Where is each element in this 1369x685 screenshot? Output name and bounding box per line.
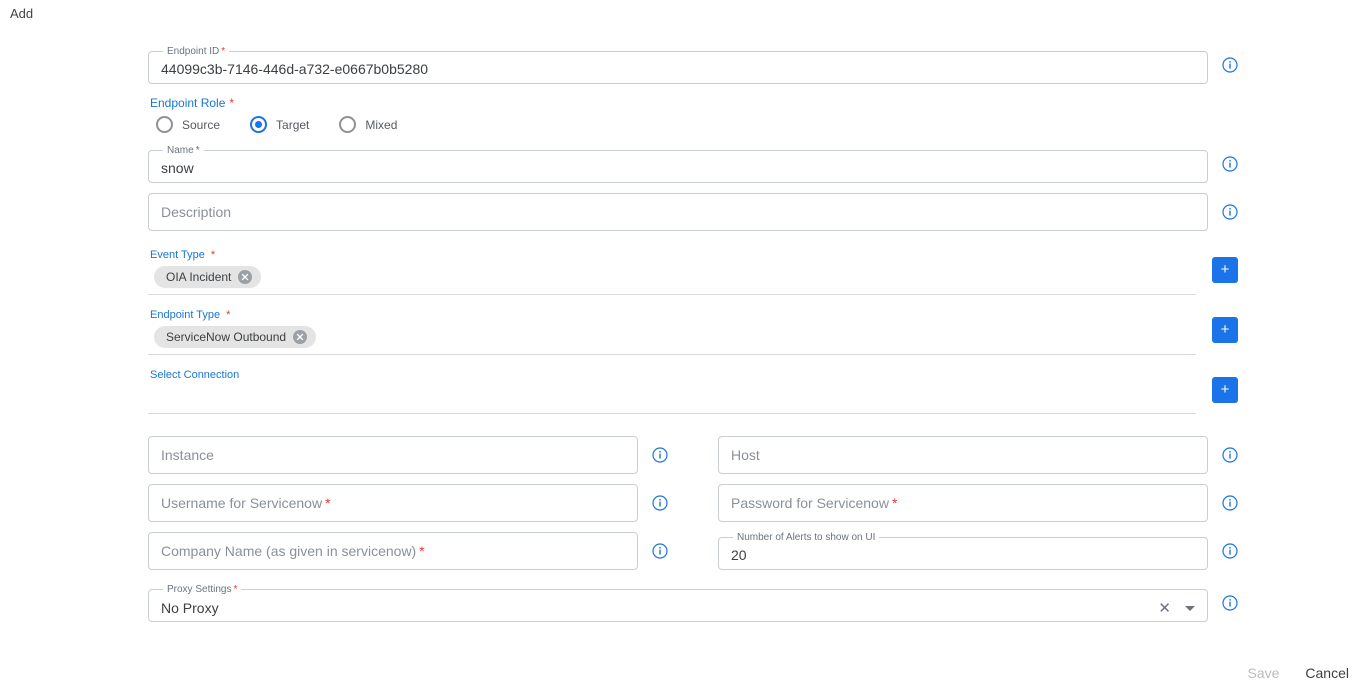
field-host: [718, 436, 1238, 474]
description-input[interactable]: Description: [148, 193, 1208, 231]
name-legend: Name *: [167, 145, 200, 156]
radio-target[interactable]: Target: [250, 116, 309, 133]
field-name: [148, 145, 1238, 183]
info-icon[interactable]: [1222, 156, 1238, 172]
select-connection-area[interactable]: [148, 384, 1196, 414]
chip-label: OIA Incident: [166, 270, 232, 284]
name-fieldset[interactable]: [148, 145, 1208, 183]
info-icon[interactable]: [1222, 204, 1238, 220]
proxy-settings-legend: Proxy Settings *: [167, 584, 238, 595]
info-icon[interactable]: [652, 495, 668, 511]
info-icon[interactable]: [1222, 447, 1238, 463]
connection-details-grid: [148, 436, 1238, 580]
chip-label: ServiceNow Outbound: [166, 330, 287, 344]
add-event-type-button[interactable]: +: [1212, 257, 1238, 283]
info-icon[interactable]: [1222, 543, 1238, 559]
field-select-connection: [148, 361, 1238, 414]
page-title: Add: [10, 6, 34, 21]
radio-mixed[interactable]: Mixed: [339, 116, 397, 133]
password-input[interactable]: Password for Servicenow *: [718, 484, 1208, 522]
chip-endpoint-type[interactable]: [154, 326, 316, 348]
chip-remove-icon[interactable]: [293, 330, 307, 344]
endpoint-id-input[interactable]: 44099c3b-7146-446d-a732-e0667b0b5280: [161, 61, 429, 77]
field-description: [148, 193, 1238, 231]
host-input[interactable]: Host: [718, 436, 1208, 474]
form-footer: [1241, 661, 1355, 685]
info-icon[interactable]: [1222, 495, 1238, 511]
info-icon[interactable]: [652, 447, 668, 463]
proxy-settings-fieldset[interactable]: [148, 584, 1208, 622]
radio-circle-icon: [339, 116, 356, 133]
clear-icon[interactable]: ✕: [1158, 600, 1171, 617]
event-type-label: Event Type *: [150, 249, 216, 261]
cancel-button[interactable]: Cancel: [1299, 661, 1355, 685]
field-endpoint-id: [148, 46, 1238, 84]
company-name-input[interactable]: Company Name (as given in servicenow) *: [148, 532, 638, 570]
radio-circle-icon: [156, 116, 173, 133]
alerts-count-fieldset[interactable]: [718, 532, 1208, 570]
proxy-settings-value[interactable]: No Proxy: [161, 600, 219, 616]
chevron-down-icon[interactable]: [1185, 606, 1195, 611]
info-icon[interactable]: [652, 543, 668, 559]
instance-input[interactable]: Instance: [148, 436, 638, 474]
field-event-type: [148, 241, 1238, 295]
endpoint-type-label: Endpoint Type *: [150, 309, 231, 321]
radio-circle-selected-icon: [250, 116, 267, 133]
add-endpoint-type-button[interactable]: +: [1212, 317, 1238, 343]
add-connection-button[interactable]: +: [1212, 377, 1238, 403]
select-connection-label: Select Connection: [150, 369, 240, 381]
name-input[interactable]: snow: [161, 160, 194, 176]
add-endpoint-form: [148, 46, 1238, 632]
chip-event-type[interactable]: [154, 266, 261, 288]
field-proxy-settings: [148, 584, 1238, 622]
endpoint-type-chip-area[interactable]: [148, 324, 1196, 355]
field-company-name: [148, 532, 668, 570]
field-endpoint-type: [148, 301, 1238, 355]
endpoint-id-legend: Endpoint ID *: [167, 46, 226, 57]
alerts-count-legend: Number of Alerts to show on UI: [737, 532, 876, 543]
endpoint-role-radio-group[interactable]: [156, 116, 1238, 133]
field-instance: [148, 436, 668, 474]
endpoint-id-fieldset[interactable]: [148, 46, 1208, 84]
field-alerts-count: [718, 532, 1238, 570]
save-button[interactable]: Save: [1241, 661, 1285, 685]
info-icon[interactable]: [1222, 595, 1238, 611]
info-icon[interactable]: [1222, 57, 1238, 73]
field-password: [718, 484, 1238, 522]
alerts-count-input[interactable]: 20: [731, 547, 747, 563]
username-input[interactable]: Username for Servicenow *: [148, 484, 638, 522]
field-username: [148, 484, 668, 522]
endpoint-role-label: Endpoint Role *: [150, 96, 235, 110]
event-type-chip-area[interactable]: [148, 264, 1196, 295]
chip-remove-icon[interactable]: [238, 270, 252, 284]
radio-source[interactable]: Source: [156, 116, 220, 133]
